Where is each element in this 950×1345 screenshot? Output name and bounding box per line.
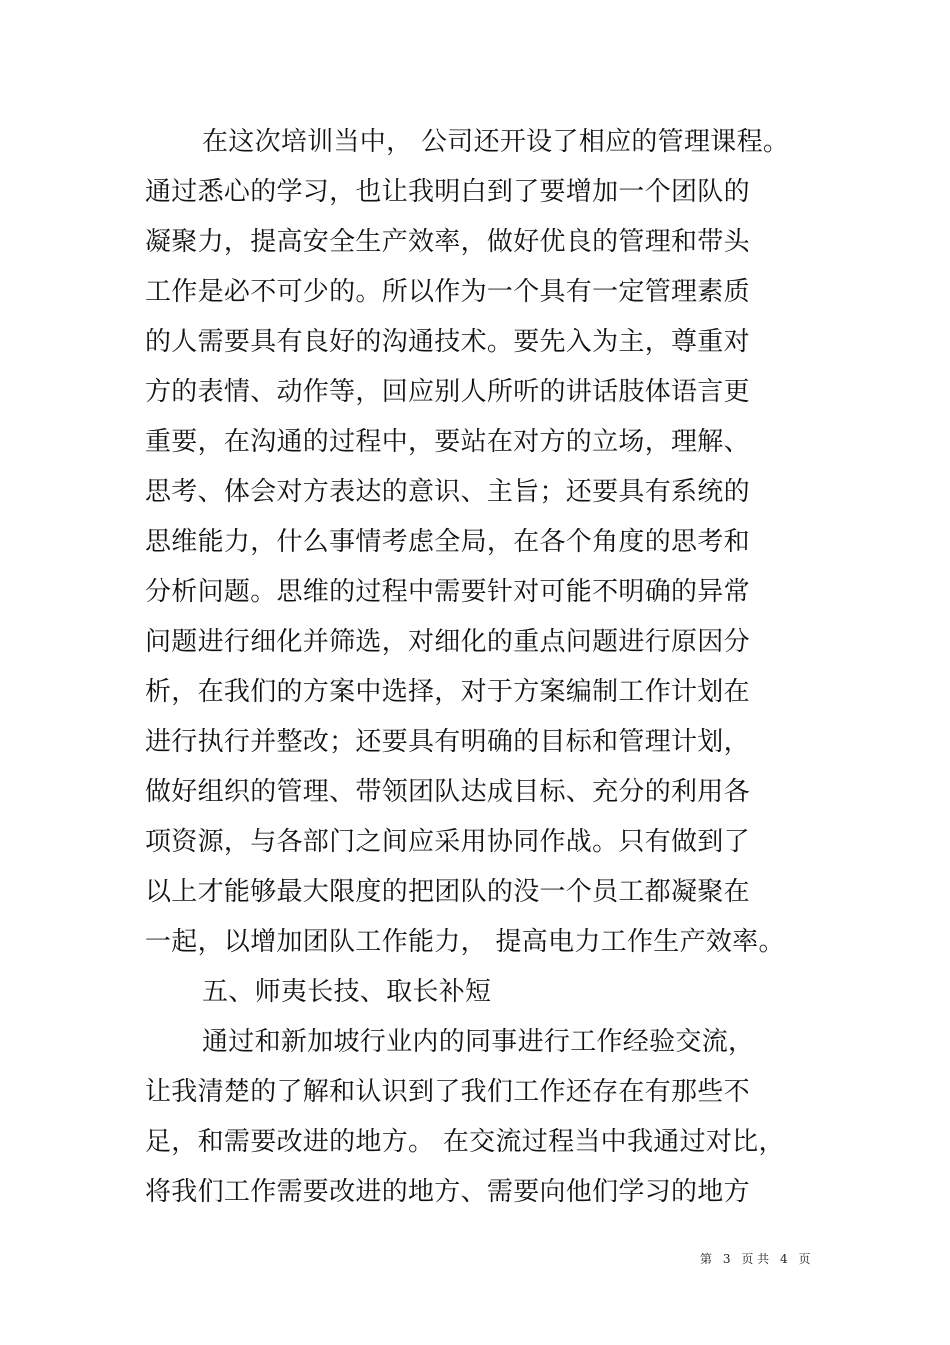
text-line: 足，和需要改进的地方。 在交流过程当中我通过对比， <box>145 1127 785 1157</box>
text-line: 进行执行并整改；还要具有明确的目标和管理计划， <box>145 727 750 757</box>
text-line: 工作是必不可少的。所以作为一个具有一定管理素质 <box>145 277 750 307</box>
text-line: 问题进行细化并筛选，对细化的重点问题进行原因分 <box>145 627 750 657</box>
text-line: 一起，以增加团队工作能力， 提高电力工作生产效率。 <box>145 927 785 957</box>
text-line: 重要，在沟通的过程中，要站在对方的立场，理解、 <box>145 427 750 457</box>
footer-prefix: 第 <box>700 1252 713 1266</box>
text-line: 思维能力，什么事情考虑全局，在各个角度的思考和 <box>145 527 750 557</box>
text-line: 思考、体会对方表达的意识、主旨；还要具有系统的 <box>145 477 750 507</box>
text-line: 方的表情、动作等，回应别人所听的讲话肢体语言更 <box>145 377 750 407</box>
text-line: 通过和新加坡行业内的同事进行工作经验交流， <box>202 1027 755 1057</box>
text-line: 做好组织的管理、带领团队达成目标、充分的利用各 <box>145 777 750 807</box>
total-page-number: 4 <box>779 1252 788 1266</box>
text-line: 凝聚力，提高安全生产效率，做好优良的管理和带头 <box>145 227 750 257</box>
text-line: 的人需要具有良好的沟通技术。要先入为主，尊重对 <box>145 327 750 357</box>
footer-suffix: 页 <box>798 1252 811 1266</box>
footer-middle: 页 共 <box>741 1252 770 1266</box>
section-heading: 五、师夷长技、取长补短 <box>202 977 492 1007</box>
page-number-footer <box>700 1250 810 1268</box>
current-page-number: 3 <box>722 1252 731 1266</box>
text-line: 分析问题。思维的过程中需要针对可能不明确的异常 <box>145 577 750 607</box>
text-line: 让我清楚的了解和认识到了我们工作还存在有那些不 <box>145 1077 750 1107</box>
text-line: 项资源，与各部门之间应采用协同作战。只有做到了 <box>145 827 750 857</box>
text-line: 析，在我们的方案中选择，对于方案编制工作计划在 <box>145 677 750 707</box>
text-line: 通过悉心的学习，也让我明白到了要增加一个团队的 <box>145 177 750 207</box>
text-line: 以上才能够最大限度的把团队的没一个员工都凝聚在 <box>145 877 750 907</box>
text-line: 将我们工作需要改进的地方、需要向他们学习的地方 <box>145 1177 750 1207</box>
text-line: 在这次培训当中， 公司还开设了相应的管理课程。 <box>202 127 790 157</box>
body-text <box>145 117 805 1217</box>
